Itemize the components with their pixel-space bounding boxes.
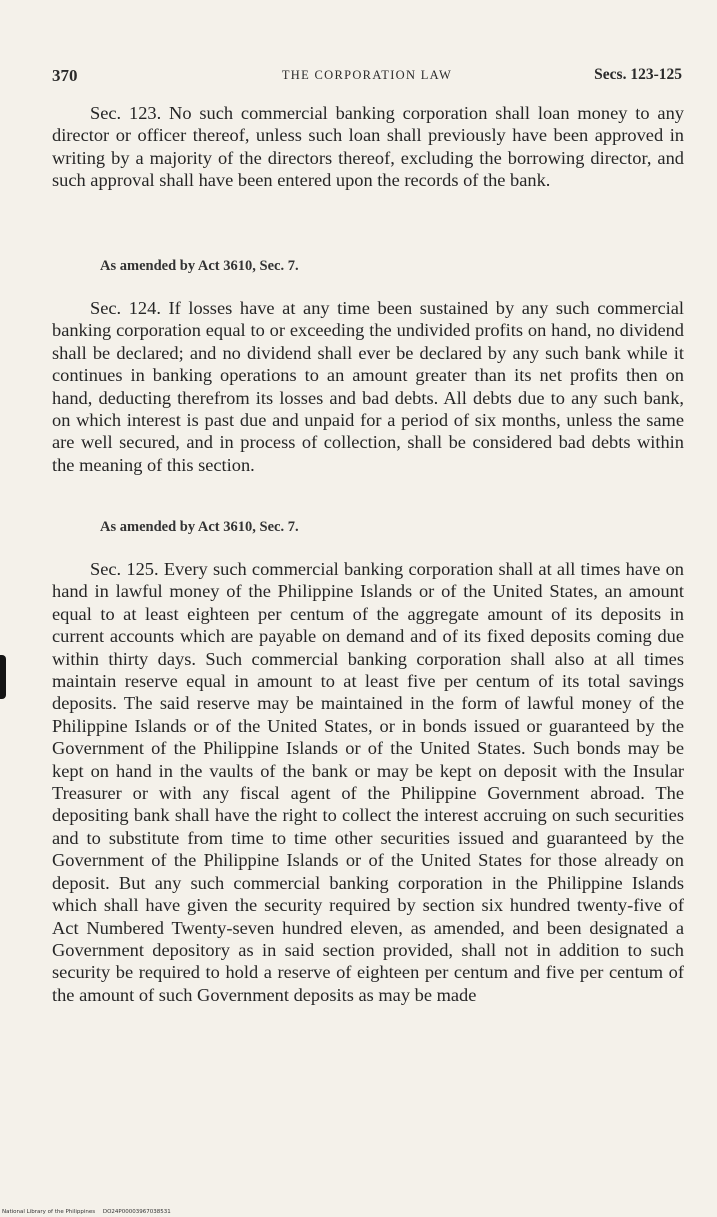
amendment-note: As amended by Act 3610, Sec. 7. xyxy=(100,258,299,274)
footer-identifier: DO24P00003967038531 xyxy=(102,1209,171,1215)
section-125 xyxy=(52,558,684,1006)
sections-range: Secs. 123-125 xyxy=(594,66,682,83)
footer-library: National Library of the Philippines xyxy=(2,1209,96,1215)
scan-footer xyxy=(2,1209,177,1215)
running-title: THE CORPORATION LAW xyxy=(281,68,453,82)
section-text: Sec. 123. No such commercial banking corporation shall loan money to any director or officer thereof, unless such loan shall previously have been approved in writing by a majority of the directors thereof, excluding the borrowing director, and such approval shall have been entered upon the records of the bank. xyxy=(52,103,684,191)
page-number: 370 xyxy=(52,66,78,85)
section-124 xyxy=(52,297,684,476)
section-123 xyxy=(52,102,684,192)
scan-edge-mark xyxy=(0,655,6,699)
section-text: Sec. 125. Every such commercial banking corporation shall at all times have on hand in lawful money of the Philippine Islands or of the United States, an amount equal to at least eighteen per centum of the aggregate amount of its deposits in current accounts which are payable on demand and of its fixed deposits coming due within thirty days. Such commercial banking corporation shall also at all times maintain reserve equal in amount to at least five per centum of its total savings deposits. The said reserve may be maintained in the form of lawful money of the Philippine Islands or of the United States, or in bonds issued or guaranteed by the Government of the Philippine Islands or of the United States. Such bonds may be kept on hand in the vaults of the bank or may be kept on deposit with the Insular Treasurer or with any fiscal agent of the Philippine Government abroad. The depositing bank shall have the right to collect the interest accruing on such securities and to substitute from time to time other securities issued and guaranteed by the Government of the Philippine Islands or of the United States for those already on deposit. But any such commercial banking corporation in the Philippine Islands which shall have given the security required by section six hundred twenty-five of Act Numbered Twenty-seven hundred eleven, as amended, and been designated a Government depository as in said section provided, shall not in addition to such security be required to hold a reserve of eighteen per centum and five per centum of the amount of such Government deposits as may be made xyxy=(52,559,684,1005)
section-text: Sec. 124. If losses have at any time been sustained by any such commercial banking corporation equal to or exceeding the undivided profits on hand, no dividend shall be declared; and no dividend shall ever be declared by any such bank while it continues in banking operations to an amount greater than its net profits then on hand, deducting therefrom its losses and bad debts. All debts due to any such bank, on which interest is past due and unpaid for a period of six months, unless the same are well secured, and in process of collection, shall be considered bad debts within the meaning of this section. xyxy=(52,298,684,475)
running-header xyxy=(52,66,682,88)
amendment-note: As amended by Act 3610, Sec. 7. xyxy=(100,519,299,535)
